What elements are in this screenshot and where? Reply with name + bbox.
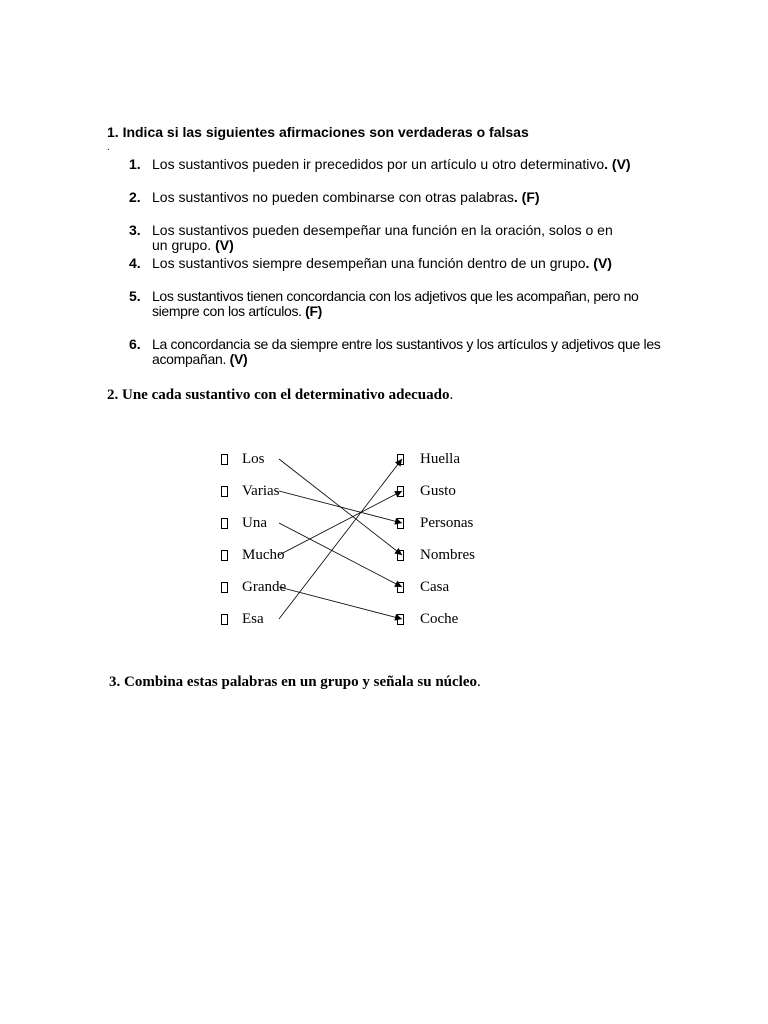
left-word: Una [242,515,267,531]
statement-answer: (F) [305,303,322,319]
statement-answer: (V) [229,351,248,367]
left-word: Esa [242,611,264,627]
statement-text: La concordancia se da siempre entre los sustantivos y los artículos y adjetivos que les acompañan. [152,336,661,367]
left-word: Grande [242,579,287,595]
right-checkbox-icon [397,518,404,529]
right-checkbox-icon [397,614,404,625]
connector-line [279,587,402,619]
statement-text: Los sustantivos siempre desempeñan una función dentro de un grupo [152,255,586,271]
connector-line [279,491,402,523]
exercise-2-heading-text: 2. Une cada sustantivo con el determinativo adecuado [107,387,450,403]
statement-number: 5. [129,288,141,304]
left-checkbox-icon [221,614,228,625]
statement-text: Los sustantivos pueden desempeñar una función en la oración, solos o en un grupo. [152,222,613,253]
statement-number: 3. [129,222,141,238]
left-checkbox-icon [221,550,228,561]
connector-line [279,491,402,555]
statement-answer: . (F) [513,189,540,205]
left-checkbox-icon [221,518,228,529]
statement-answer: (V) [215,237,234,253]
right-word: Personas [420,515,474,531]
right-checkbox-icon [397,550,404,561]
exercise-1-heading: 1. Indica si las siguientes afirmaciones son verdaderas o falsas [107,124,529,140]
statement-number: 4. [129,255,141,271]
statement-text: Los sustantivos pueden ir precedidos por un artículo u otro determinativo [152,156,605,172]
right-word: Casa [420,579,450,595]
left-checkbox-icon [221,582,228,593]
right-word: Gusto [420,483,456,499]
right-word: Huella [420,451,460,467]
exercise-3-heading [109,674,481,691]
statement-text: Los sustantivos no pueden combinarse con otras palabras [152,189,514,205]
statement-answer: . (V) [585,255,612,271]
exercise-3-heading-text: 3. Combina estas palabras en un grupo y señala su núcleo [109,674,477,690]
exercise-2-heading-period: . [449,387,454,403]
right-checkbox-icon [397,486,404,497]
statement-number: 1. [129,156,141,172]
exercise-3-heading-period: . [476,674,481,690]
left-word: Mucho [242,547,285,563]
left-word: Varias [242,483,280,499]
right-checkbox-icon [397,582,404,593]
statement-text: Los sustantivos tienen concordancia con los adjetivos que les acompañan, pero no siempre con los artículos. [152,288,639,319]
connector-line [279,459,402,619]
statement-answer: . (V) [604,156,631,172]
statement-number: 2. [129,189,141,205]
left-checkbox-icon [221,454,228,465]
stray-mark: . [107,142,110,153]
right-word: Nombres [420,547,475,563]
connector-line [279,523,402,587]
right-word: Coche [420,611,459,627]
left-word: Los [242,451,265,467]
right-checkbox-icon [397,454,404,465]
left-checkbox-icon [221,486,228,497]
statement-number: 6. [129,336,141,352]
